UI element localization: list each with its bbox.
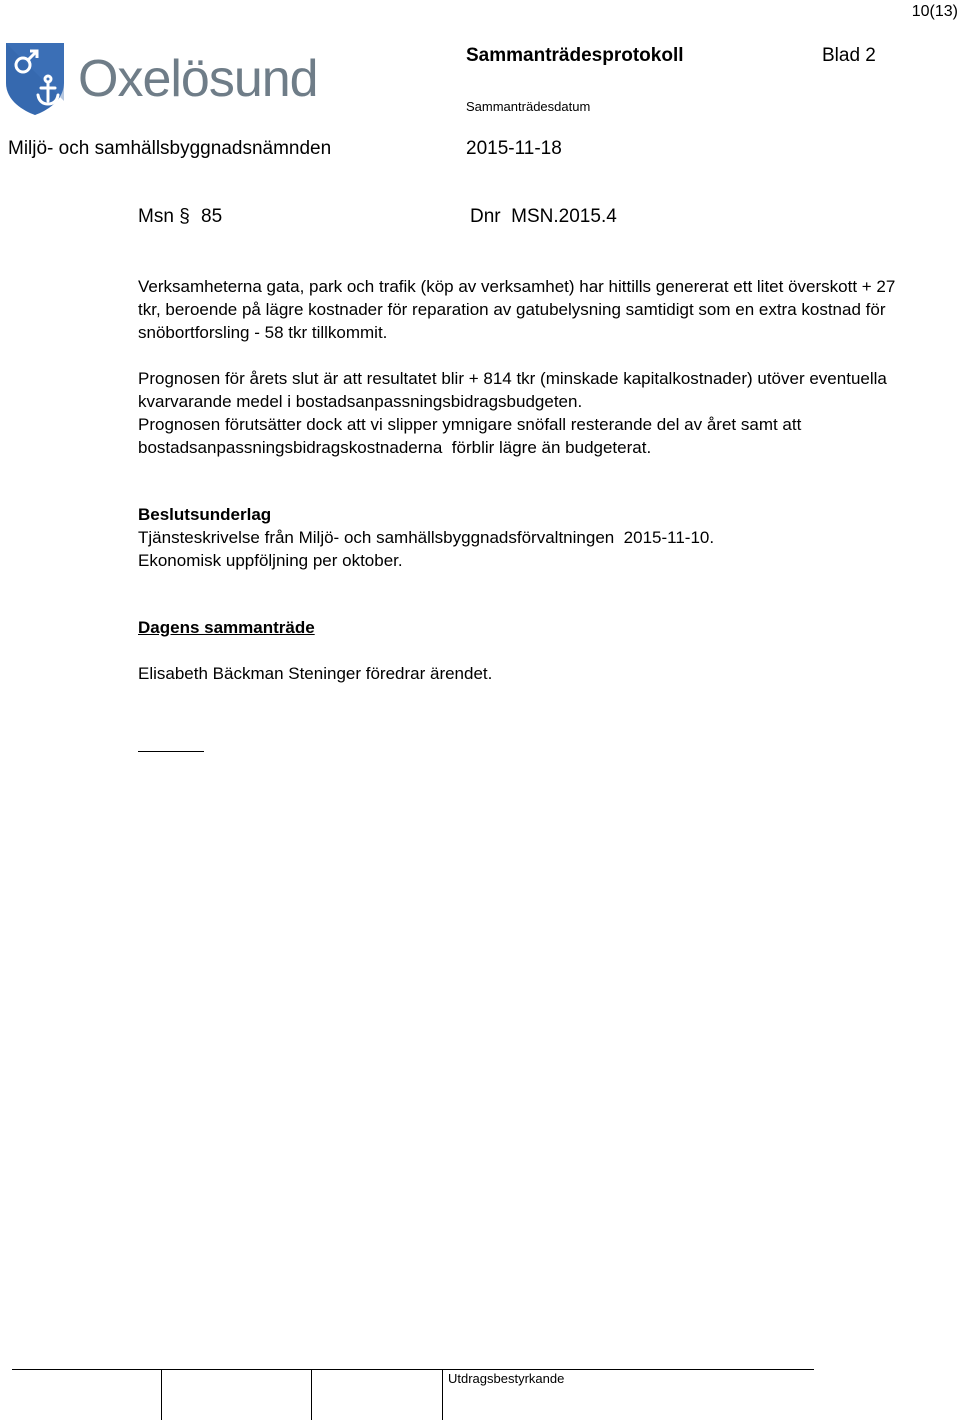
meeting-date: 2015-11-18 bbox=[466, 138, 562, 159]
decision-basis-item: Ekonomisk uppföljning per oktober. bbox=[138, 551, 403, 570]
meeting-date-label: Sammanträdesdatum bbox=[466, 99, 591, 114]
document-type: Sammanträdesprotokoll bbox=[466, 45, 684, 66]
logo-wordmark: Oxelösund bbox=[78, 50, 318, 108]
end-rule bbox=[138, 751, 204, 752]
meeting-today-text: Elisabeth Bäckman Steninger föredrar ärendet. bbox=[138, 664, 493, 683]
case-reference bbox=[138, 206, 222, 228]
section-symbol: § bbox=[179, 206, 190, 227]
paragraph-text: Prognosen förutsätter dock att vi slipper ymnigare snöfall resterande del av året samt att bostadsanpassningsbidragskostnaderna förblir lägre än budgeterat. bbox=[138, 415, 807, 457]
extract-certification-label: Utdragsbestyrkande bbox=[448, 1371, 565, 1386]
paragraph-text: Prognosen för årets slut är att resultatet blir + 814 tkr (minskade kapitalkostnader) utöver eventuella kvarvarande medel i bostadsanpassningsbidragsbudgeten. bbox=[138, 369, 887, 411]
body-paragraph-1 bbox=[138, 275, 898, 344]
committee-name: Miljö- och samhällsbyggnadsnämnden bbox=[8, 138, 332, 159]
signature-box-divider bbox=[442, 1370, 443, 1420]
sheet-number: Blad 2 bbox=[822, 45, 876, 66]
paragraph-text: Verksamheterna gata, park och trafik (köp av verksamhet) har hittills genererat ett litet överskott + 27 tkr, beroende på lägre kostnader för reparation av gatubelysning samtidigt som en extra kostnad för snöbortforsling - 58 tkr tillkommit. bbox=[138, 277, 896, 342]
meeting-today-heading: Dagens sammanträde bbox=[138, 618, 315, 637]
page-number: 10(13) bbox=[911, 3, 958, 20]
coat-of-arms-icon bbox=[6, 43, 64, 115]
decision-basis-heading: Beslutsunderlag bbox=[138, 505, 272, 524]
signature-box-divider bbox=[161, 1370, 162, 1420]
decision-basis bbox=[138, 503, 714, 572]
msn-prefix: Msn bbox=[138, 206, 174, 227]
case-dnr: Dnr MSN.2015.4 bbox=[470, 206, 617, 227]
body-paragraph-2 bbox=[138, 367, 898, 459]
msn-number: 85 bbox=[201, 206, 223, 227]
municipality-logo bbox=[6, 43, 316, 115]
footer-rule bbox=[12, 1369, 814, 1370]
decision-basis-item: Tjänsteskrivelse från Miljö- och samhällsbyggnadsförvaltningen 2015-11-10. bbox=[138, 528, 715, 547]
signature-box-divider bbox=[311, 1370, 312, 1420]
